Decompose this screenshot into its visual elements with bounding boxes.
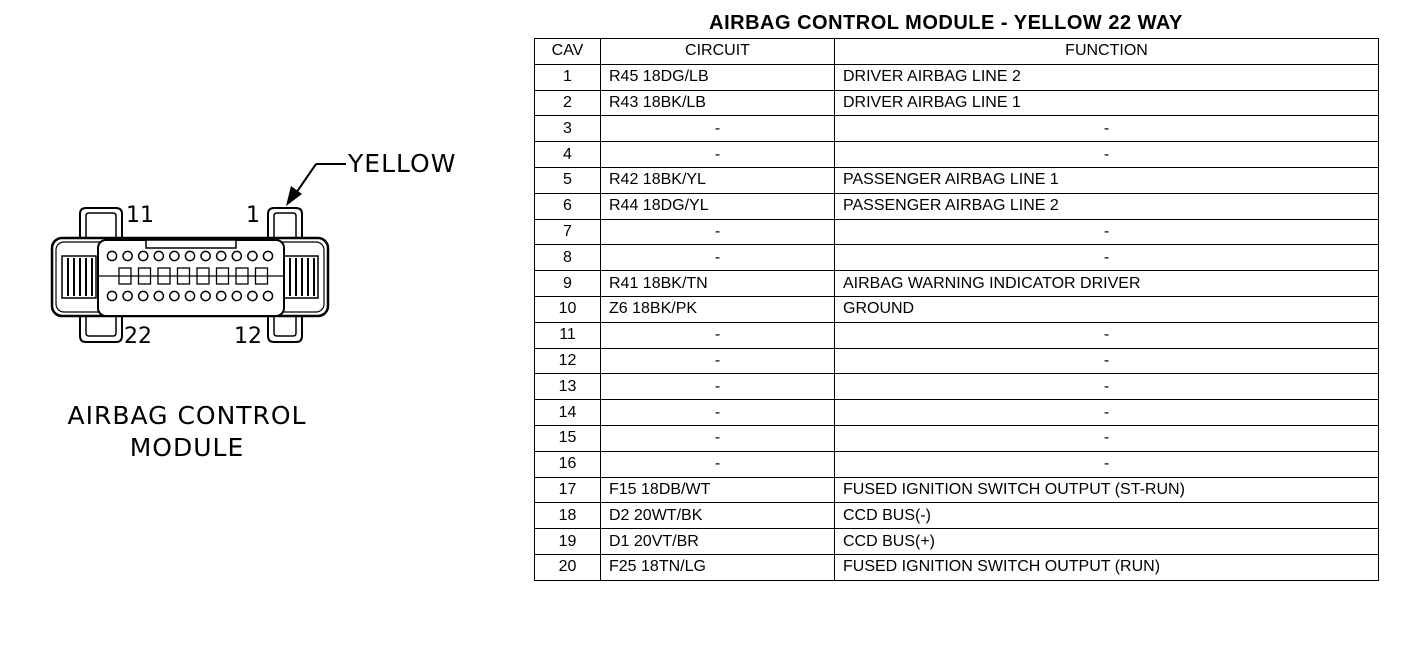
table-row: [535, 503, 1379, 529]
pin-label-22: 22: [124, 324, 152, 349]
circuit-cell: -: [601, 451, 835, 477]
table-row: [535, 167, 1379, 193]
function-cell: -: [835, 219, 1379, 245]
table-row: [535, 245, 1379, 271]
pin-label-11: 11: [126, 203, 154, 228]
cav-cell: 7: [535, 219, 601, 245]
function-cell: CCD BUS(-): [835, 503, 1379, 529]
pin-cavity: [139, 251, 148, 260]
pin-cavity: [123, 291, 132, 300]
cav-cell: 2: [535, 90, 601, 116]
table-row: [535, 90, 1379, 116]
function-cell: PASSENGER AIRBAG LINE 1: [835, 167, 1379, 193]
function-cell: AIRBAG WARNING INDICATOR DRIVER: [835, 271, 1379, 297]
color-callout-label: YELLOW: [348, 149, 457, 178]
table-header-row: [535, 39, 1379, 65]
table-row: [535, 116, 1379, 142]
pin-cavity: [154, 251, 163, 260]
cav-cell: 5: [535, 167, 601, 193]
function-cell: -: [835, 245, 1379, 271]
pin-cavity: [170, 251, 179, 260]
module-caption-line-1: AIRBAG CONTROL: [67, 401, 307, 430]
cav-cell: 18: [535, 503, 601, 529]
circuit-cell: F25 18TN/LG: [601, 554, 835, 580]
pin-cavity: [185, 291, 194, 300]
table-title: AIRBAG CONTROL MODULE - YELLOW 22 WAY: [709, 12, 1183, 34]
function-cell: -: [835, 142, 1379, 168]
table-row: [535, 529, 1379, 555]
circuit-cell: -: [601, 348, 835, 374]
function-cell: -: [835, 116, 1379, 142]
cav-cell: 12: [535, 348, 601, 374]
function-cell: -: [835, 451, 1379, 477]
cav-cell: 14: [535, 400, 601, 426]
table-row: [535, 193, 1379, 219]
circuit-cell: -: [601, 400, 835, 426]
function-cell: -: [835, 374, 1379, 400]
function-cell: -: [835, 425, 1379, 451]
function-cell: GROUND: [835, 296, 1379, 322]
module-caption: [30, 400, 344, 464]
function-cell: PASSENGER AIRBAG LINE 2: [835, 193, 1379, 219]
circuit-cell: -: [601, 374, 835, 400]
circuit-cell: F15 18DB/WT: [601, 477, 835, 503]
circuit-cell: R44 18DG/YL: [601, 193, 835, 219]
circuit-cell: D2 20WT/BK: [601, 503, 835, 529]
pin-label-12: 12: [234, 324, 262, 349]
function-cell: FUSED IGNITION SWITCH OUTPUT (RUN): [835, 554, 1379, 580]
table-row: [535, 142, 1379, 168]
cav-cell: 8: [535, 245, 601, 271]
pin-cavity: [170, 291, 179, 300]
right-rib-block: [284, 256, 318, 298]
table-row: [535, 451, 1379, 477]
pin-cavity: [232, 251, 241, 260]
cav-cell: 6: [535, 193, 601, 219]
cav-cell: 15: [535, 425, 601, 451]
header-cav: CAV: [535, 39, 601, 65]
pin-label-1: 1: [246, 203, 260, 228]
circuit-cell: -: [601, 219, 835, 245]
circuit-cell: -: [601, 116, 835, 142]
table-row: [535, 400, 1379, 426]
pin-cavity: [185, 251, 194, 260]
cav-cell: 1: [535, 64, 601, 90]
pin-cavity: [263, 251, 272, 260]
table-row: [535, 348, 1379, 374]
cav-cell: 20: [535, 554, 601, 580]
pin-cavity: [217, 291, 226, 300]
pin-cavity: [107, 251, 116, 260]
function-cell: DRIVER AIRBAG LINE 1: [835, 90, 1379, 116]
pin-cavity: [248, 251, 257, 260]
pin-cavity: [201, 251, 210, 260]
table-row: [535, 477, 1379, 503]
table-row: [535, 64, 1379, 90]
circuit-cell: -: [601, 425, 835, 451]
pin-cavity: [154, 291, 163, 300]
pin-cavity: [232, 291, 241, 300]
cav-cell: 16: [535, 451, 601, 477]
function-cell: FUSED IGNITION SWITCH OUTPUT (ST-RUN): [835, 477, 1379, 503]
table-row: [535, 554, 1379, 580]
cav-cell: 11: [535, 322, 601, 348]
pin-cavity: [263, 291, 272, 300]
circuit-cell: R45 18DG/LB: [601, 64, 835, 90]
circuit-cell: -: [601, 322, 835, 348]
pin-cavity: [139, 291, 148, 300]
table-row: [535, 296, 1379, 322]
circuit-cell: R41 18BK/TN: [601, 271, 835, 297]
circuit-cell: R43 18BK/LB: [601, 90, 835, 116]
table-row: [535, 374, 1379, 400]
header-function: FUNCTION: [835, 39, 1379, 65]
pin-cavity: [201, 291, 210, 300]
function-cell: -: [835, 322, 1379, 348]
pin-cavity: [107, 291, 116, 300]
table-row: [535, 271, 1379, 297]
module-caption-line-2: MODULE: [129, 433, 245, 462]
function-cell: CCD BUS(+): [835, 529, 1379, 555]
cav-cell: 13: [535, 374, 601, 400]
table-row: [535, 322, 1379, 348]
bottom-right-latch: [268, 316, 302, 342]
header-circuit: CIRCUIT: [601, 39, 835, 65]
circuit-cell: R42 18BK/YL: [601, 167, 835, 193]
cav-cell: 19: [535, 529, 601, 555]
circuit-cell: -: [601, 142, 835, 168]
cav-cell: 10: [535, 296, 601, 322]
circuit-cell: Z6 18BK/PK: [601, 296, 835, 322]
function-cell: DRIVER AIRBAG LINE 2: [835, 64, 1379, 90]
function-cell: -: [835, 348, 1379, 374]
pinout-table: [534, 38, 1379, 581]
cav-cell: 3: [535, 116, 601, 142]
pin-cavity: [248, 291, 257, 300]
connector-diagram: [0, 0, 520, 652]
table-row: [535, 425, 1379, 451]
pin-cavity: [217, 251, 226, 260]
pin-cavity: [123, 251, 132, 260]
left-rib-block: [62, 256, 96, 298]
cav-cell: 9: [535, 271, 601, 297]
function-cell: -: [835, 400, 1379, 426]
cav-cell: 4: [535, 142, 601, 168]
circuit-cell: D1 20VT/BR: [601, 529, 835, 555]
cav-cell: 17: [535, 477, 601, 503]
circuit-cell: -: [601, 245, 835, 271]
table-row: [535, 219, 1379, 245]
